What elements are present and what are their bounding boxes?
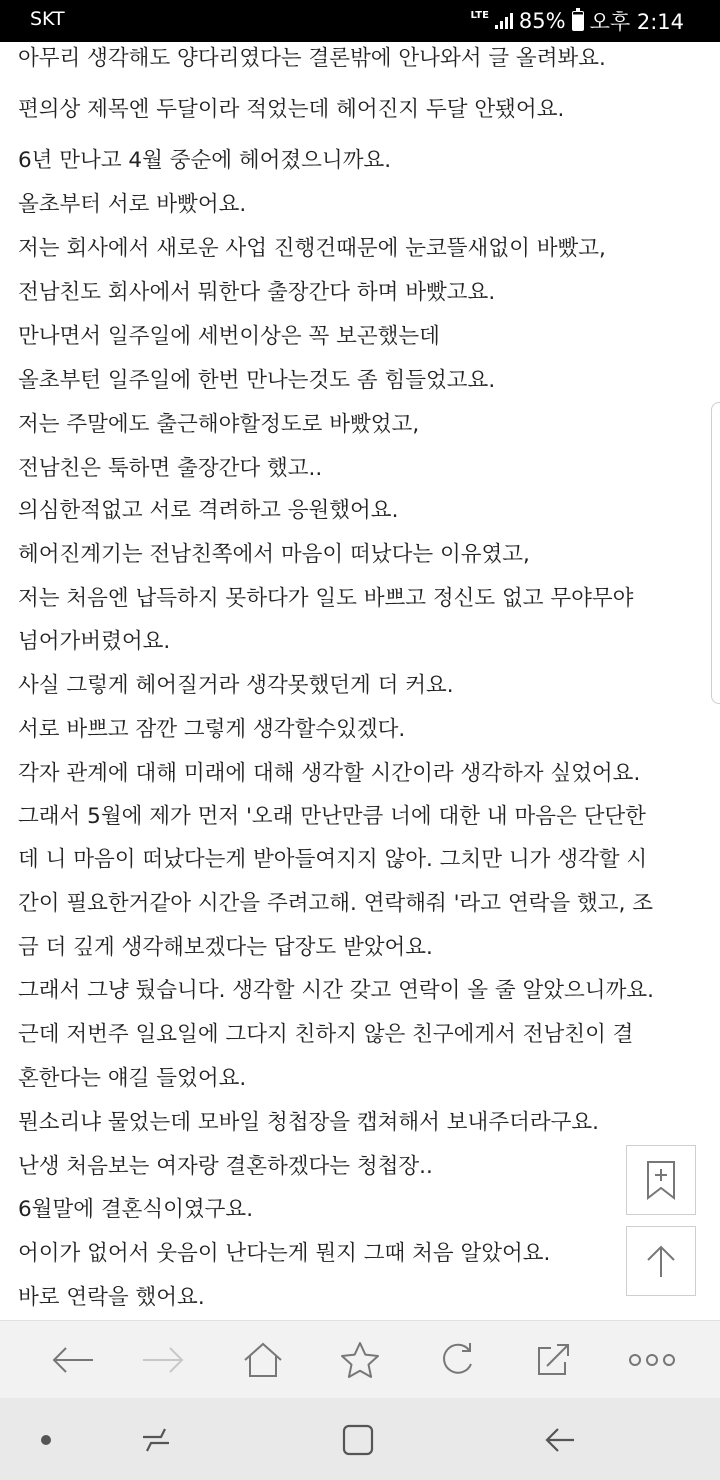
article-line: 사실 그렇게 헤어질거라 생각못했던게 더 커요.: [18, 673, 454, 698]
article-line: 전남친은 툭하면 출장간다 했고..: [18, 456, 323, 481]
status-indicators: [471, 7, 684, 35]
arrow-left-icon: [51, 1345, 95, 1375]
battery-percent: 85%: [518, 9, 566, 33]
article-line: 만나면서 일주일에 세번이상은 꼭 보곤했는데: [18, 324, 440, 349]
article-line: 금 더 깊게 생각해보겠다는 답장도 받았어요.: [18, 935, 433, 960]
recent-apps-icon: [139, 1424, 173, 1456]
nav-dot-button[interactable]: [24, 1420, 68, 1460]
edge-panel-handle[interactable]: [711, 402, 720, 704]
article-line: 뭔소리냐 물었는데 모바일 청첩장을 캡쳐해서 보내주더라구요.: [18, 1110, 600, 1135]
carrier-label: SKT: [30, 8, 65, 30]
share-icon: [533, 1340, 573, 1380]
forward-button[interactable]: [141, 1340, 185, 1380]
system-nav-bar: [0, 1398, 720, 1480]
star-icon: [339, 1340, 381, 1380]
status-bar: [0, 0, 720, 42]
article-line: 전남친도 회사에서 뭐한다 출장간다 하며 바빴고요.: [18, 280, 496, 305]
arrow-up-icon: [641, 1241, 681, 1281]
clock: 오후 2:14: [589, 10, 684, 34]
article-line: 아무리 생각해도 양다리였다는 결론밖에 안나와서 글 올려봐요.: [18, 46, 606, 71]
article-line: 올초부터 서로 바빴어요.: [18, 192, 247, 217]
reload-icon: [437, 1340, 477, 1380]
share-button[interactable]: [531, 1340, 575, 1380]
scroll-top-button[interactable]: [626, 1226, 696, 1296]
home-icon: [242, 1341, 284, 1379]
article-line: 서로 바쁘고 잠깐 그렇게 생각할수있겠다.: [18, 717, 406, 742]
home-square-icon: [340, 1422, 376, 1458]
article-line: 6년 만나고 4월 중순에 헤어졌으니까요.: [18, 148, 392, 173]
back-button[interactable]: [51, 1340, 95, 1380]
battery-icon: [572, 11, 584, 31]
bookmark-add-button[interactable]: [626, 1145, 696, 1215]
article-line: 저는 처음엔 납득하지 못하다가 일도 바쁘고 정신도 없고 무야무야: [18, 586, 634, 611]
more-icon: [628, 1352, 676, 1368]
reload-button[interactable]: [435, 1340, 479, 1380]
article-line: 의심한적없고 서로 격려하고 응원했어요.: [18, 498, 399, 523]
recent-apps-button[interactable]: [134, 1420, 178, 1460]
article-line: 혼한다는 얘길 들었어요.: [18, 1066, 247, 1091]
network-type-label: LTE: [470, 10, 489, 21]
dot-icon: [39, 1433, 53, 1447]
article-line: 편의상 제목엔 두달이라 적었는데 헤어진지 두달 안됐어요.: [18, 97, 565, 122]
home-button[interactable]: [241, 1340, 285, 1380]
article-line: 올초부턴 일주일에 한번 만나는것도 좀 힘들었고요.: [18, 368, 496, 393]
home-key-button[interactable]: [336, 1420, 380, 1460]
article-line: 간이 필요한거같아 시간을 주려고해. 연락해줘 '라고 연락을 했고, 조: [18, 891, 654, 916]
back-key-icon: [542, 1424, 578, 1456]
article-body: [0, 42, 720, 1320]
article-line: 데 니 마음이 떠났다는게 받아들여지지 않아. 그치만 니가 생각할 시: [18, 847, 648, 872]
article-line: 헤어진계기는 전남친쪽에서 마음이 떠났다는 이유였고,: [18, 542, 530, 567]
article-line: 어이가 없어서 웃음이 난다는게 뭔지 그때 처음 알았어요.: [18, 1241, 551, 1266]
more-button[interactable]: [628, 1340, 676, 1380]
article-line: 바로 연락을 했어요.: [18, 1285, 205, 1310]
back-key-button[interactable]: [538, 1420, 582, 1460]
article-line: 난생 처음보는 여자랑 결혼하겠다는 청첩장..: [18, 1154, 433, 1179]
bookmark-add-icon: [644, 1159, 678, 1201]
arrow-right-icon: [141, 1345, 185, 1375]
article-line: 그래서 그냥 뒀습니다. 생각할 시간 갖고 연락이 올 줄 알았으니까요.: [18, 978, 654, 1003]
article-line: 저는 회사에서 새로운 사업 진행건때문에 눈코뜰새없이 바빴고,: [18, 236, 606, 261]
article-line: 저는 주말에도 출근해야할정도로 바빴었고,: [18, 412, 420, 437]
favorite-button[interactable]: [338, 1340, 382, 1380]
article-line: 근데 저번주 일요일에 그다지 친하지 않은 친구에게서 전남친이 결: [18, 1022, 634, 1047]
article-line: 각자 관계에 대해 미래에 대해 생각할 시간이라 생각하자 싶었어요.: [18, 761, 641, 786]
browser-toolbar: [0, 1320, 720, 1399]
article-line: 6월말에 결혼식이였구요.: [18, 1197, 254, 1222]
signal-icon: [495, 13, 513, 29]
article-line: 넘어가버렸어요.: [18, 629, 171, 654]
article-line: 그래서 5월에 제가 먼저 '오래 만난만큼 너에 대한 내 마음은 단단한: [18, 804, 646, 829]
